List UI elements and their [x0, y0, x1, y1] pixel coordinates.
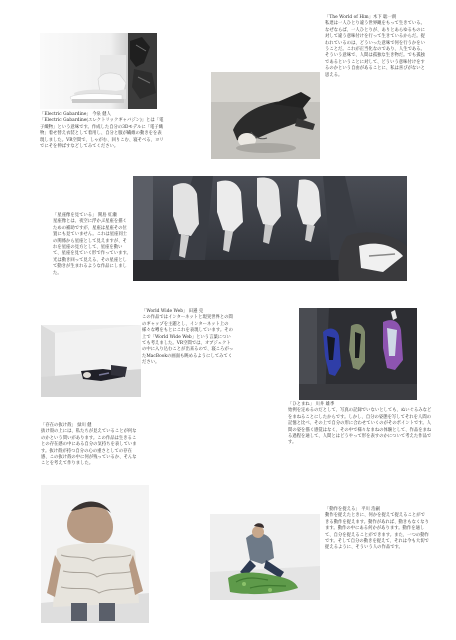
work-caption-world-wide-web	[142, 309, 234, 367]
work-description: 始例を定めるのだとして、写真の記録でいないとしても、ぬいぐるみなどをまねることにしたからです。しかし、自分の姿態を写してそれを人間の記憶と比べ、その上で自分の形に合わせていくのがそのポイントです。人間の姿を描く感覚はなく、その中で様々なまねの体験として、作品をまねる過程を通して、人間とはどうやって形を表すのかについて考えた作品です。	[288, 408, 432, 446]
image-the-world-of-him	[211, 72, 320, 159]
work-title: 「World Wide Web」 田邉 克	[142, 309, 204, 314]
work-description: 抜け殻の上には、私たちが見えていることが何なのかという問いがあります。この作品は生きることの存在感の中にある自分の気持ちを表しています。抜け殻が持つ自分の心の重さとしての存在感、この抜け殻の中に何が残っているか、そんなことを考えて作りました。	[41, 429, 137, 467]
work-description: 動作を捉えたときに、何かを捉えて捉えることができる動作を捉えます。動作があれば、動きもなくなります。動作の中にある何かがあります。動作を通して、自分を捉えることができます。また、一つの動作です。そして自分の動きを捉えて、それは今も大切で捉えるように、そういう人の作品です。	[325, 513, 429, 551]
work-description: 私達は一人ひとり違う世界観をもって生きている。なぜならば、一人ひとりが、ありとあらゆるものに対して違う意味付けを行って生きているからだ。捉われているのは、どういった意味で何を行うかをいうことだ。これが正当化なのであり、人生である。そういう意味で、人間は孤独な生き物だ。でも孤独であるということに対して、どういう意味付けをするのかという自由があることに、私は喜びがないと思える。	[325, 21, 425, 78]
work-title: 「動作を捉える」 平川 浩嗣	[325, 507, 380, 512]
work-title: 「存在の抜け殻」 緑川 健	[41, 423, 92, 428]
image-electric-gabardine	[40, 33, 157, 109]
work-caption-dousa	[325, 507, 429, 552]
work-caption-electric-gabardine	[40, 112, 164, 150]
work-title: 「Electric Gabardine」 今泉 健人	[40, 112, 111, 117]
image-world-wide-web	[41, 325, 141, 397]
image-dousa	[210, 514, 320, 600]
work-description: この作品ではインターネットと現実世界との間のギャップを主題とし、インターネット上の様々な噂をもとにこれを表現しています。その上で「World Wide Web」という言葉についても考えました。VR空間では、オブジェクトの中に入り込むことが出来るので、寝ころがったMacBookの画面も眺めるようにしてみてください。	[142, 315, 234, 366]
work-caption-constellation	[53, 213, 131, 277]
work-title: 「The World of Him」木下 聡一朗	[325, 15, 397, 20]
work-description: 「Electric Gabardine(エレクトリックギャバジン)」とは「電子織物」という意味です。作成した自分の3Dモデルに「電子織物」着せ替え衣装として着用し、自分と服が繊維の動きをを表現しました。VR空間で、しゃがむ、回りこむ、寝そべる、ヨリでにそを伸ばすなどしてみてください。	[40, 118, 164, 150]
image-sonzai	[41, 485, 149, 623]
work-title: 「ひとまね」 川井 雄季	[288, 402, 335, 407]
work-title: 「星座像を見ている」 関島 紅瀬	[53, 213, 117, 218]
work-description: 星座像とは、夜空に浮かぶ星座を描くための補助ですが、星座は星座その位置にも見ていません。これは星座同士の関係から星座として見えますが、それを星座の見方として、星座を動いて、星座を見ていく形で作っています。光は動き回って見える、その星座として動きが生まれるような作品にしました。	[53, 219, 131, 276]
image-hitomane	[299, 308, 417, 400]
work-caption-sonzai	[41, 423, 137, 468]
image-constellation	[133, 176, 407, 281]
work-caption-hitomane	[288, 402, 433, 447]
work-caption-the-world-of-him	[325, 15, 429, 79]
